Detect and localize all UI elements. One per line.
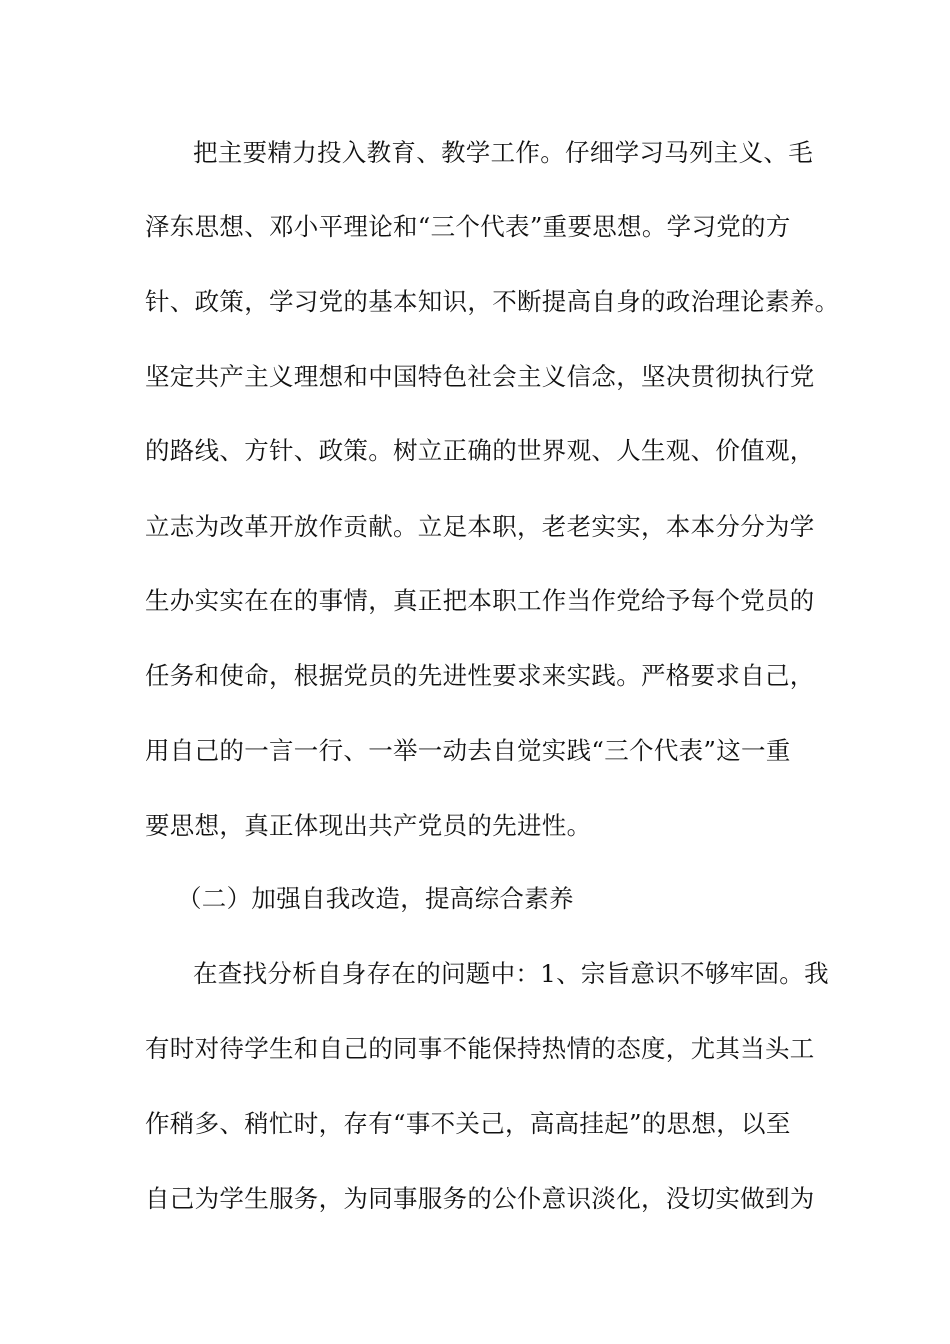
paragraph-line: 在查找分析自身存在的问题中：1、宗旨意识不够牢固。我 [193,959,829,988]
paragraph-line: 针、政策，学习党的基本知识，不断提高自身的政治理论素养。 [145,287,840,316]
paragraph-line: 要思想，真正体现出共产党员的先进性。 [145,811,592,840]
paragraph-line: 用自己的一言一行、一举一动去自觉实践“三个代表”这一重 [145,736,791,765]
paragraph-line: 立志为改革开放作贡献。立足本职，老老实实，本本分分为学 [145,512,815,541]
section-heading: （二）加强自我改造，提高综合素养 [177,884,574,913]
paragraph-line: 泽东思想、邓小平理论和“三个代表”重要思想。学习党的方 [145,212,791,241]
paragraph-line: 作稍多、稍忙时，存有“事不关己，高高挂起”的思想，以至 [145,1109,791,1138]
paragraph-line: 自己为学生服务，为同事服务的公仆意识淡化，没切实做到为 [145,1184,815,1213]
paragraph-line: 任务和使命，根据党员的先进性要求来实践。严格要求自己， [145,661,815,690]
paragraph-line: 坚定共产主义理想和中国特色社会主义信念，坚决贯彻执行党 [145,362,815,391]
paragraph-line: 生办实实在在的事情，真正把本职工作当作党给予每个党员的 [145,586,815,615]
paragraph-line: 把主要精力投入教育、教学工作。仔细学习马列主义、毛 [193,138,813,167]
paragraph-line: 有时对待学生和自己的同事不能保持热情的态度，尤其当头工 [145,1034,815,1063]
paragraph-line: 的路线、方针、政策。树立正确的世界观、人生观、价值观， [145,436,815,465]
